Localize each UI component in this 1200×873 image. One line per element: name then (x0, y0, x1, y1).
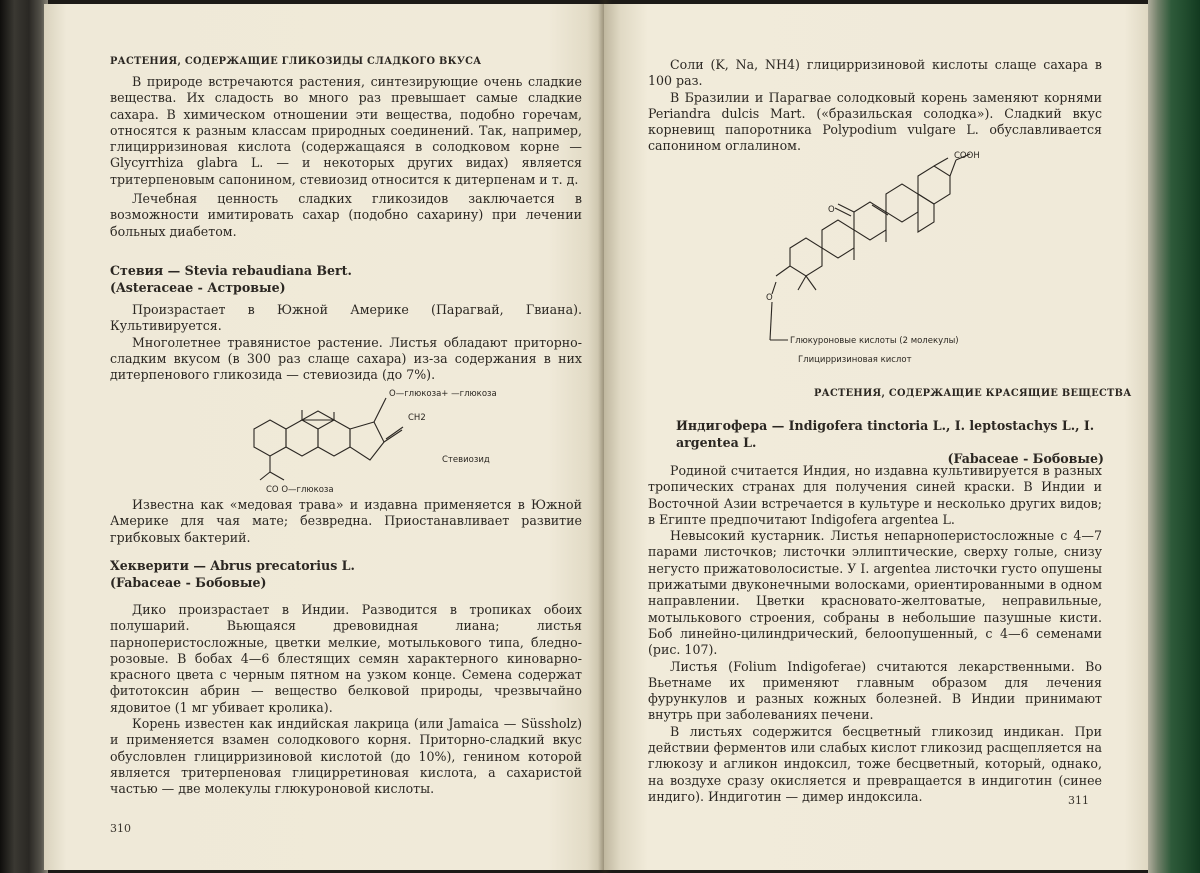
paragraph: Произрастает в Южной Америке (Парагвай, Гвиана). Культивируется. (110, 302, 582, 334)
stevia-text-2 (110, 497, 582, 546)
formula-label-chain: Глюкуроновые кислоты (2 молекулы) (790, 336, 959, 346)
paragraph: Дико произрастает в Индии. Разводится в тропиках обоих полушарий. Вьющаяся древовидная лиана; листья парноперистосложные, цветки мелкие, мотылькового типа, бледно-розовые. В бобах 4—6 блестящих семян характерного киноварно-красного цвета с черным пятном на узком конце. Семена содержат фитотоксин абрин — вещество белковой природы, чрезвычайно ядовитое (1 мг убивает кролика). (110, 602, 582, 715)
indigo-text (648, 463, 1102, 805)
paragraph: Многолетнее травянистое растение. Листья обладают приторно-сладким вкусом (в 300 раз слаще сахара) из-за содержания в них дитерпенового гликозида — стевиозида (до 7%). (110, 334, 582, 383)
paragraph: Лечебная ценность сладких гликозидов заключается в возможности имитировать сахар (подобно сахарину) при лечении больных диабетом. (110, 191, 582, 239)
family-name: (Asteraceae - Астровые) (110, 279, 286, 295)
paragraph: В природе встречаются растения, синтезирующие очень сладкие вещества. Их сладость во много раз превышает самые сладкие сахара. В химическом отношении эти вещества, подобно горечам, относятся к разным классам природных соединений. Так, например, глицирризиновая кислота (содержащаяся в солодковом корне — Glycyrrhiza glabra L. — и некоторых других видах) является тритерпеновым сапонином, стевиозид относится к дитерпенам и т. д. (110, 74, 582, 187)
formula-label-o: O (828, 205, 835, 215)
family-name: (Fabaceae - Бобовые) (110, 574, 267, 590)
paragraph: Невысокий кустарник. Листья непарноперистосложные с 4—7 парами листочков; листочки эллиптические, сверху голые, снизу негусто прижатоволосистые. У I. argentea листочки густо опушены прижатыми двуконечными волосками, ориентированными в одном направлении. Цветки красновато-желтоватые, неправильные, мотылькового строения, собраны в небольшие пазушные кисти. Боб линейно-цилиндрический, белоопушенный, с 4—6 семенами (рис. 107). (648, 528, 1102, 658)
abrus-title (110, 558, 580, 591)
formula-label-ch2: CH2 (408, 413, 426, 423)
paragraph: Листья (Folium Indigoferae) считаются лекарственными. Во Вьетнаме их применяют главным образом для лечения фурункулов и разных кожных болезней. В Индии принимают внутрь при заболеваниях печени. (648, 658, 1102, 723)
species-name: Индигофера — Indigofera tinctoria L., I. leptostachys L., I. argentea L. (676, 418, 1095, 450)
stevia-text (110, 302, 582, 383)
stevioside-formula (224, 384, 524, 496)
book-edge-right (1148, 0, 1200, 873)
top-text (648, 57, 1102, 155)
intro-block (110, 74, 582, 240)
formula-label-o-ring: O (766, 293, 773, 303)
paragraph: Корень известен как индийская лакрица (или Jamaica — Süssholz) и применяется взамен солодкового корня. Приторно-сладкий вкус обусловлен глицирризиновой кислотой (до 10%), генином которой является тритерпеновая глицирретиновая кислота, а сахаристой частью — две молекулы глюкуроновой кислоты. (110, 716, 582, 797)
formula-name-stevioside: Стевиозид (442, 455, 490, 465)
page-left (44, 4, 604, 870)
book-edge-left (0, 0, 48, 873)
section-header-sweet: РАСТЕНИЯ, СОДЕРЖАЩИЕ ГЛИКОЗИДЫ СЛАДКОГО ВКУСА (110, 56, 482, 67)
page-number-left: 310 (110, 822, 131, 835)
formula-label-cooh: COOH (954, 151, 980, 161)
stevia-title (110, 263, 580, 296)
paragraph: Соли (K, Na, NH4) глицирризиновой кислоты слаще сахара в 100 раз. (648, 57, 1102, 89)
glycyrrhizin-formula (742, 150, 1102, 368)
page-number-right: 311 (1068, 794, 1089, 807)
formula-label-glucose: О—глюкоза+ —глюкоза (389, 389, 497, 399)
family-name: (Fabaceae - Бобовые) (947, 451, 1104, 466)
paragraph: Родиной считается Индия, но издавна культивируется в разных тропических странах для получения синей краски. В Индии и Восточной Азии встречается в культуре и несколько других видов; в Египте предпочитают Indigofera argentea L. (648, 463, 1102, 527)
paragraph: В Бразилии и Парагвае солодковый корень заменяют корнями Periandra dulcis Mart. («бразильская солодка»). Сладкий вкус корневищ папоротника Polypodium vulgare L. обуславливается сапонином оглалином. (648, 89, 1102, 154)
page-right (604, 4, 1152, 870)
abrus-text (110, 602, 582, 798)
species-name: Хекверити — Abrus precatorius L. (110, 558, 355, 573)
paragraph: В листьях содержится бесцветный гликозид индикан. При действии ферментов или слабых кислот гликозид расщепляется на глюкозу и агликон индоксил, тоже бесцветный, который, однако, на воздухе сразу окисляется и превращается в индиготин (синее индиго). Индиготин — димер индоксила. (648, 723, 1102, 804)
formula-name-glycyrrhizin: Глицирризиновая кислот (798, 355, 912, 365)
formula-label-coo: CO O—глюкоза (266, 485, 334, 495)
section-header-dye: РАСТЕНИЯ, СОДЕРЖАЩИЕ КРАСЯЩИЕ ВЕЩЕСТВА (814, 388, 1132, 399)
species-name: Стевия — Stevia rebaudiana Bert. (110, 263, 352, 278)
indigo-title (676, 418, 1104, 468)
paragraph: Известна как «медовая трава» и издавна применяется в Южной Америке для чая мате; безвредна. Приостанавливает развитие грибковых бактерий. (110, 497, 582, 545)
